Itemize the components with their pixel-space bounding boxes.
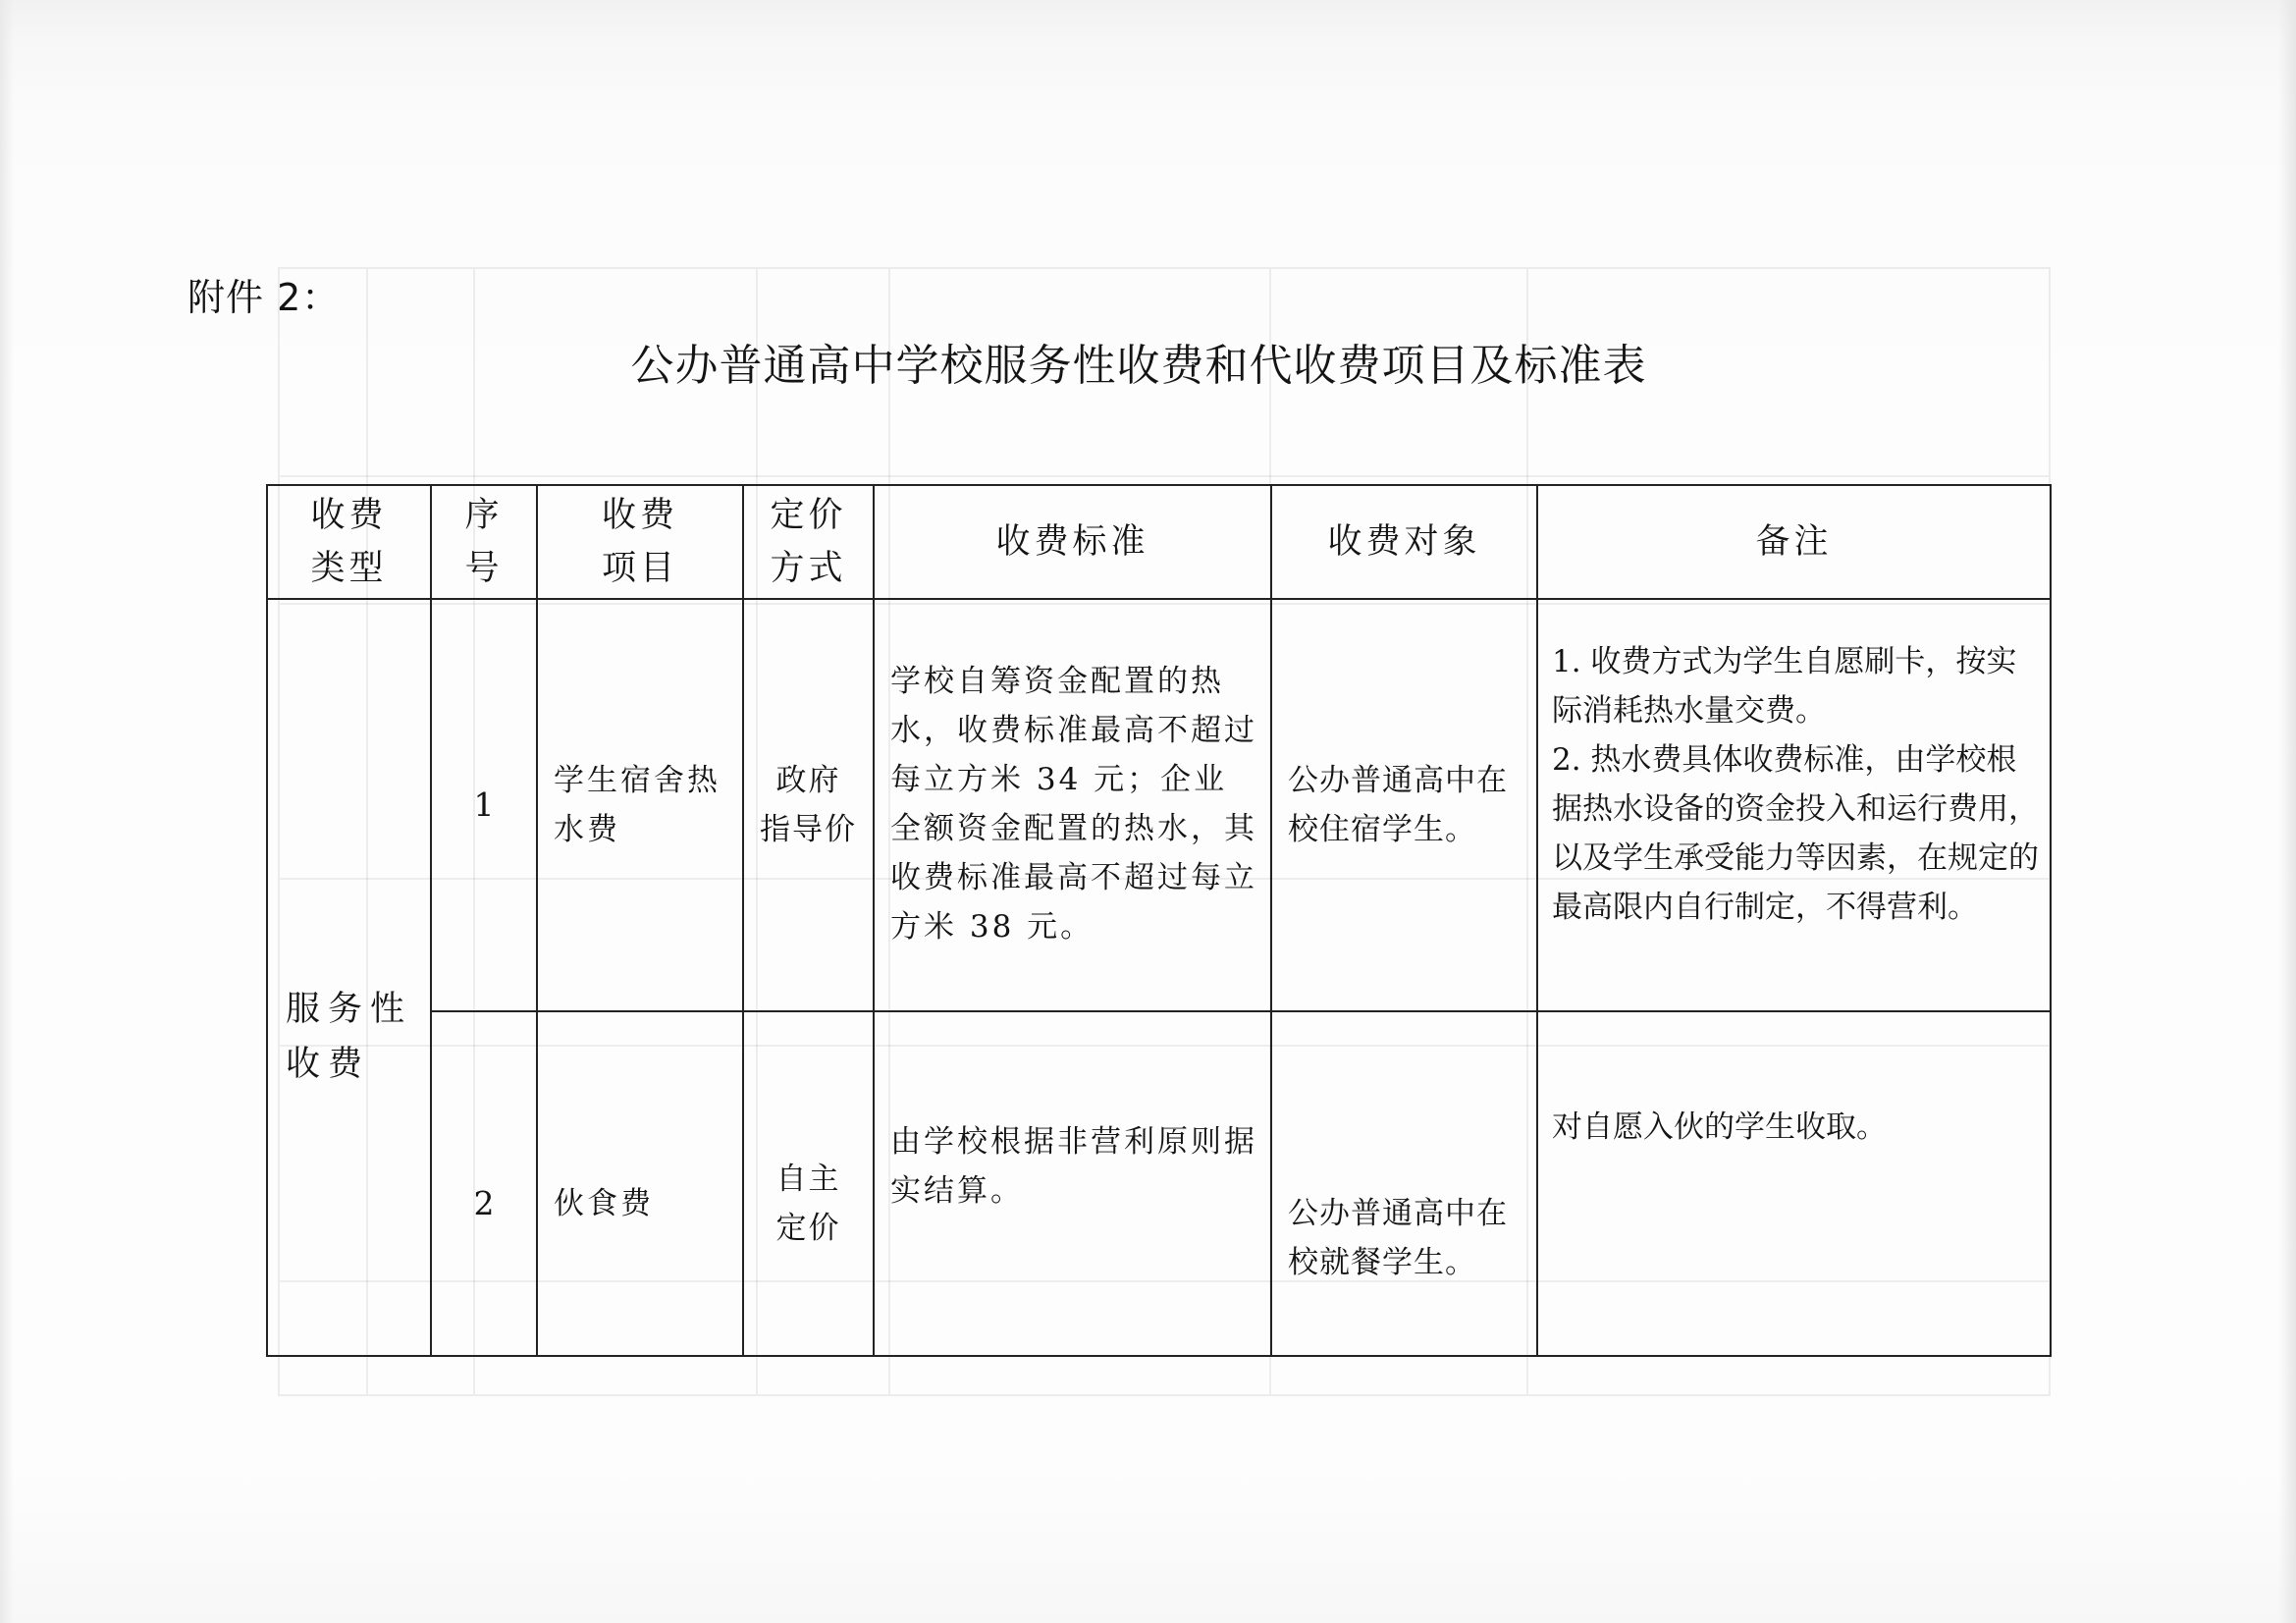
scan-shadow-left <box>0 0 14 1623</box>
item-cell: 伙食费 <box>537 1011 743 1356</box>
table-row <box>267 599 2051 1011</box>
table-row <box>267 1011 2051 1356</box>
target-cell: 公办普通高中在校住宿学生。 <box>1271 599 1537 1011</box>
pricing-method-cell: 自主 定价 <box>743 1011 874 1356</box>
fee-standard-table <box>266 484 2052 1357</box>
document-title: 公办普通高中学校服务性收费和代收费项目及标准表 <box>630 341 1647 391</box>
table-header-row <box>267 485 2051 599</box>
item-cell: 学生宿舍热水费 <box>537 599 743 1011</box>
remarks-cell <box>1537 1011 2051 1356</box>
remark-line: 1. 收费方式为学生自愿刷卡，按实际消耗热水量交费。 <box>1552 644 2017 729</box>
seq-cell: 1 <box>431 599 537 1011</box>
attachment-label: 附件 2： <box>187 276 341 319</box>
fee-type-cell: 服务性 收费 <box>267 599 431 1356</box>
remark-line: 对自愿入伙的学生收取。 <box>1552 1109 1887 1145</box>
header-seq: 序 号 <box>431 485 537 599</box>
standard-cell: 学校自筹资金配置的热水，收费标准最高不超过每立方米 34 元；企业全额资金配置的热水，其收费标准最高不超过每立方米 38 元。 <box>874 599 1271 1011</box>
standard-cell: 由学校根据非营利原则据实结算。 <box>874 1011 1271 1356</box>
header-remarks: 备注 <box>1537 485 2051 599</box>
header-pricing-method: 定价 方式 <box>743 485 874 599</box>
header-target: 收费对象 <box>1271 485 1537 599</box>
target-cell: 公办普通高中在校就餐学生。 <box>1271 1011 1537 1356</box>
header-standard: 收费标准 <box>874 485 1271 599</box>
seq-cell: 2 <box>431 1011 537 1356</box>
remarks-cell <box>1537 599 2051 1011</box>
scan-shadow-right <box>2278 0 2296 1623</box>
header-fee-type: 收费 类型 <box>267 485 431 599</box>
remark-line: 2. 热水费具体收费标准，由学校根据热水设备的资金投入和运行费用，以及学生承受能力等因素，在规定的最高限内自行制定，不得营利。 <box>1552 742 2039 925</box>
header-item: 收费 项目 <box>537 485 743 599</box>
pricing-method-cell: 政府 指导价 <box>743 599 874 1011</box>
